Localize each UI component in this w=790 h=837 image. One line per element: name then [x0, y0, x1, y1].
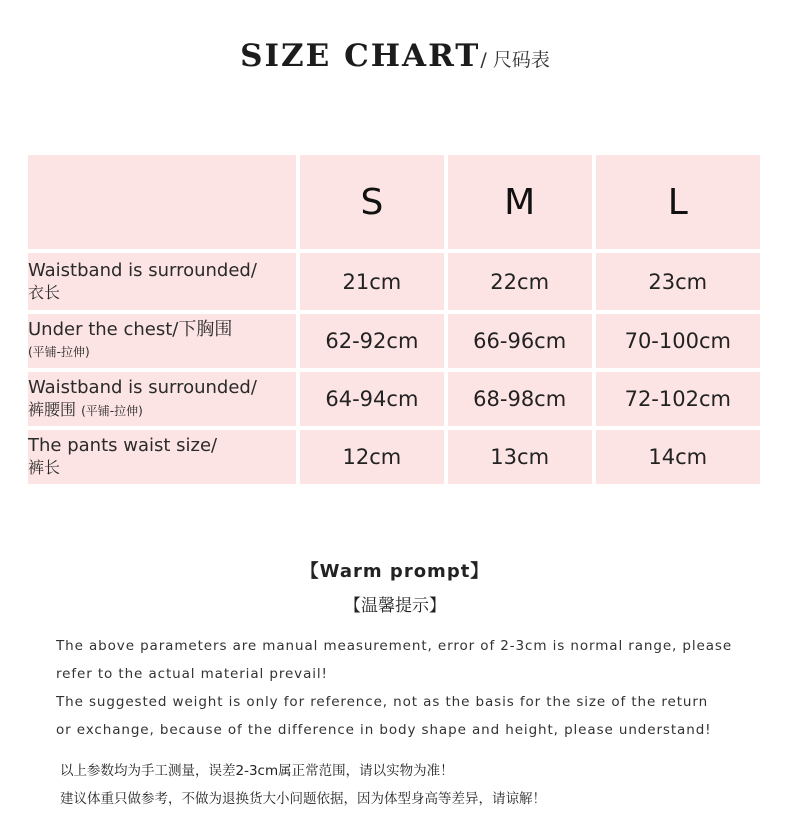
title-english: SIZE CHART	[240, 38, 481, 74]
table-cell: 21cm	[300, 253, 444, 310]
notes-chinese	[60, 757, 760, 813]
row-label-cn: 裤长	[28, 458, 61, 477]
size-header-m: M	[448, 155, 592, 249]
table-cell: 64-94cm	[300, 372, 444, 426]
warm-prompt-heading-cn: 【温馨提示】	[344, 596, 446, 616]
row-label-note: (平铺-拉伸)	[28, 345, 90, 359]
table-cell: 72-102cm	[596, 372, 760, 426]
table-cell: 66-96cm	[448, 314, 592, 368]
note-line-cn: 建议体重只做参考，不做为退换货大小问题依据，因为体型身高等差异，请谅解！	[60, 791, 546, 807]
note-line: The above parameters are manual measurement, error of 2-3cm is normal range, please	[56, 638, 733, 654]
table-cell: 62-92cm	[300, 314, 444, 368]
row-label-cn: 衣长	[28, 282, 61, 302]
note-line: or exchange, because of the difference in body shape and height, please understand!	[56, 722, 712, 738]
table-cell: 23cm	[596, 253, 760, 310]
table-cell: 22cm	[448, 253, 592, 310]
row-label-main: Waistband is surrounded/	[28, 259, 257, 281]
note-line-cn: 以上参数均为手工测量，误差2-3cm属正常范围，请以实物为准！	[60, 763, 454, 779]
header-blank-cell	[28, 155, 296, 249]
row-label	[28, 253, 296, 310]
table-cell: 12cm	[300, 430, 444, 484]
row-label-cn: 下胸围	[178, 319, 233, 340]
table-row	[28, 314, 760, 368]
note-line: refer to the actual material prevail!	[56, 666, 328, 682]
table-row	[28, 430, 760, 484]
row-label	[28, 314, 296, 368]
row-label-main: The pants waist size/	[28, 435, 218, 456]
row-label-cn: 裤腰围	[28, 399, 77, 419]
row-label	[28, 372, 296, 426]
size-header-row	[28, 155, 760, 249]
table-row	[28, 253, 760, 310]
title-chinese: / 尺码表	[480, 49, 550, 71]
size-chart-title	[0, 38, 790, 74]
note-line: The suggested weight is only for reference, not as the basis for the size of the return	[56, 694, 709, 710]
row-label-main: Waistband is surrounded/	[28, 376, 257, 398]
table-cell: 68-98cm	[448, 372, 592, 426]
notes-english	[56, 632, 756, 744]
table-cell: 13cm	[448, 430, 592, 484]
size-header-l: L	[596, 155, 760, 249]
size-header-s: S	[300, 155, 444, 249]
warm-prompt-heading: 【Warm prompt】	[300, 561, 490, 582]
table-row	[28, 372, 760, 426]
table-cell: 70-100cm	[596, 314, 760, 368]
row-label-main: Under the chest/	[28, 319, 179, 340]
row-label-note: (平铺-拉伸)	[81, 403, 143, 418]
size-table	[24, 151, 764, 488]
row-label	[28, 430, 296, 484]
table-cell: 14cm	[596, 430, 760, 484]
